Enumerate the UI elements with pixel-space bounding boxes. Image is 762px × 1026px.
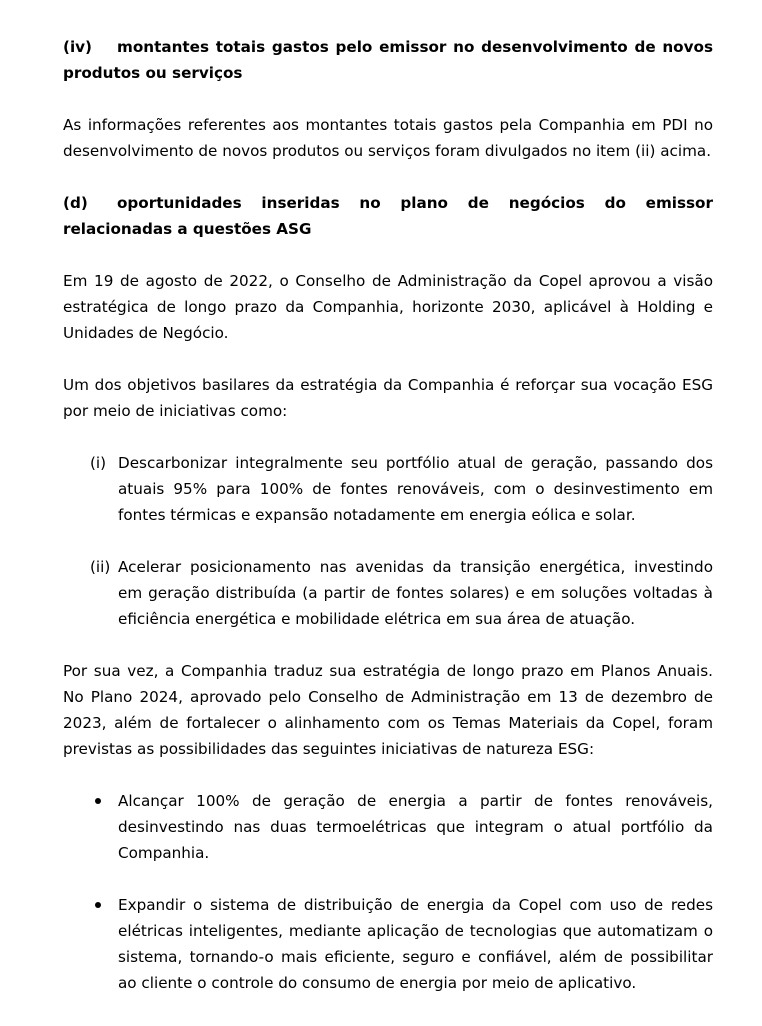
paragraph-annual-plans: Por sua vez, a Companhia traduz sua estratégia de longo prazo em Planos Anuais. No Plano 2024, aprovado pelo Conselho de Administração em 13 de dezembro de 2023, além de fortalecer o alinhamento com os Temas Materiais da Copel, foram previstas as possibilidades das seguintes iniciativas de natureza ESG:	[63, 662, 713, 758]
section-number-d: (d)	[63, 194, 88, 212]
list-marker: (i)	[90, 454, 107, 472]
esg-initiatives-bullet-list	[63, 788, 713, 996]
list-item	[63, 554, 713, 632]
bullet-item-text: Expandir o sistema de distribuição de energia da Copel com uso de redes elétricas inteligentes, mediante aplicação de tecnologias que automatizam o sistema, tornando-o mais eficiente, seguro e confiável, além de possibilitar ao cliente o controle do consumo de energia por meio de aplicativo.	[118, 896, 713, 992]
section-title-iv: montantes totais gastos pelo emissor no desenvolvimento de novos produtos ou serviços	[63, 38, 713, 82]
paragraph-pdi-amounts: As informações referentes aos montantes totais gastos pela Companhia em PDI no desenvolvimento de novos produtos ou serviços foram divulgados no item (ii) acima.	[63, 116, 713, 160]
paragraph-strategic-vision: Em 19 de agosto de 2022, o Conselho de Administração da Copel aprovou a visão estratégica de longo prazo da Companhia, horizonte 2030, aplicável à Holding e Unidades de Negócio.	[63, 272, 713, 342]
paragraph-esg-objectives: Um dos objetivos basilares da estratégia da Companhia é reforçar sua vocação ESG por meio de iniciativas como:	[63, 376, 713, 420]
section-number-iv: (iv)	[63, 38, 92, 56]
section-title-d: oportunidades inseridas no plano de negócios do emissor relacionadas a questões ASG	[63, 194, 713, 238]
section-heading-iv	[63, 34, 713, 86]
initiatives-list	[63, 450, 713, 632]
section-heading-d	[63, 190, 713, 242]
list-item-text: Descarbonizar integralmente seu portfólio atual de geração, passando dos atuais 95% para 100% de fontes renováveis, com o desinvestimento em fontes térmicas e expansão notadamente em energia eólica e solar.	[118, 454, 713, 524]
bullet-item	[63, 788, 713, 866]
list-marker: (ii)	[90, 558, 111, 576]
document-page	[63, 34, 713, 1022]
bullet-icon	[95, 798, 101, 804]
list-item	[63, 450, 713, 528]
bullet-item	[63, 892, 713, 996]
list-item-text: Acelerar posicionamento nas avenidas da transição energética, investindo em geração distribuída (a partir de fontes solares) e em soluções voltadas à eficiência energética e mobilidade elétrica em sua área de atuação.	[118, 558, 713, 628]
bullet-icon	[95, 902, 101, 908]
bullet-item-text: Alcançar 100% de geração de energia a partir de fontes renováveis, desinvestindo nas duas termoelétricas que integram o atual portfólio da Companhia.	[118, 792, 713, 862]
